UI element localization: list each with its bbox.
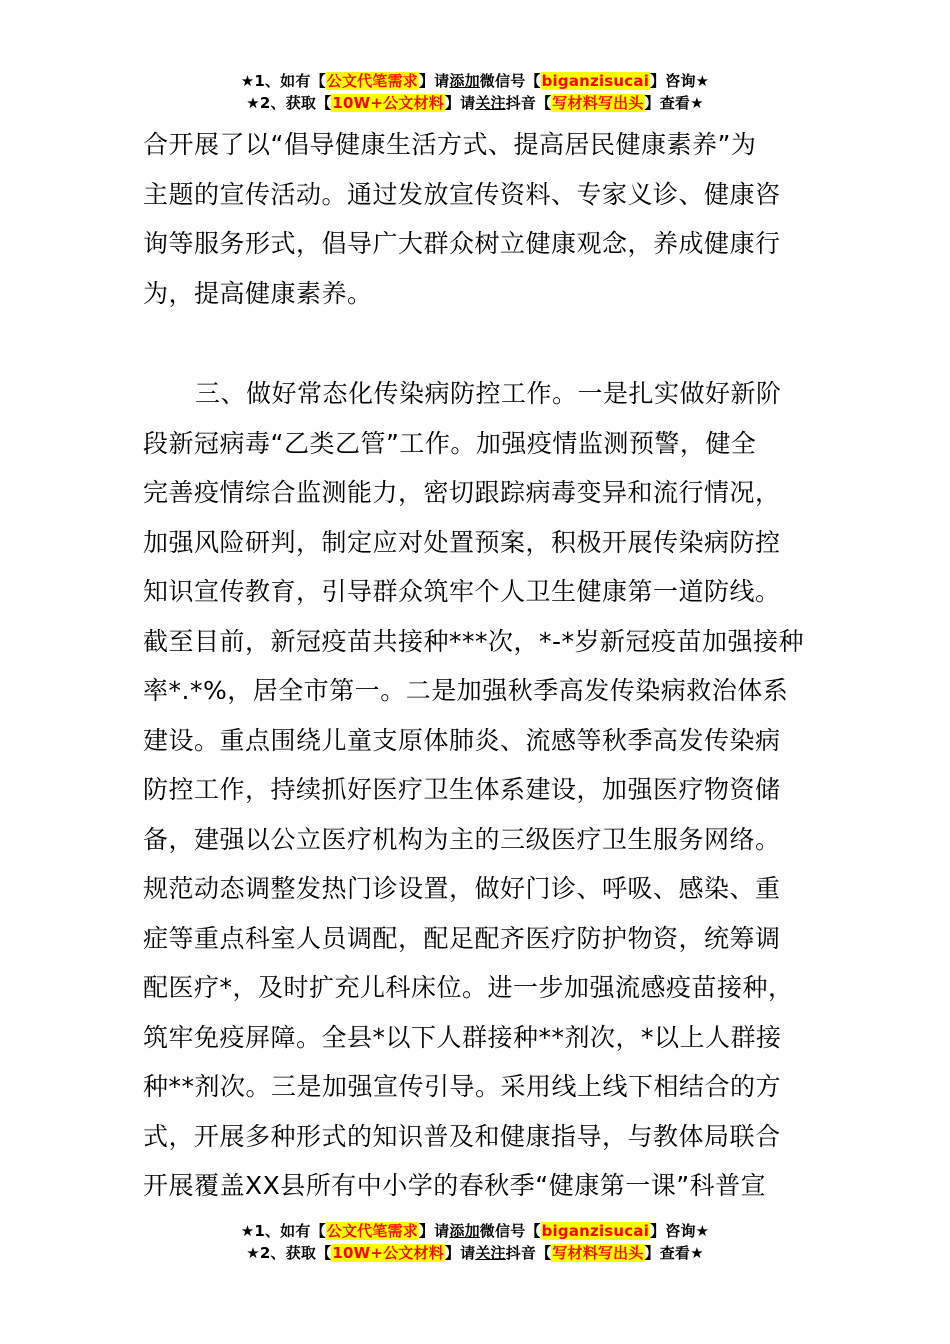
promo-line-1: ★1、如有【公文代笔需求】请添加微信号【biganzisucai】咨询★ <box>240 72 710 90</box>
text-line: 为，提高健康素养。 <box>143 278 373 308</box>
highlight-douyin-account: 写材料写出头 <box>552 1244 644 1262</box>
highlight-service: 公文代笔需求 <box>326 72 418 90</box>
text-line: 三、做好常态化传染病防控工作。一是扎实做好新阶 <box>195 379 782 408</box>
highlight-materials: 10W+公文材料 <box>332 1244 444 1262</box>
text-line: 知识宣传教育，引导群众筑牢个人卫生健康第一道防线。 <box>143 577 781 606</box>
promo-line-2: ★2、获取【10W+公文材料】请关注抖音【写材料写出头】查看★ <box>246 1244 704 1262</box>
promo-line-1: ★1、如有【公文代笔需求】请添加微信号【biganzisucai】咨询★ <box>240 1222 710 1240</box>
highlight-materials: 10W+公文材料 <box>332 94 444 112</box>
text-line: 完善疫情综合监测能力，密切跟踪病毒变异和流行情况， <box>143 478 781 507</box>
text-line: 率*.*%，居全市第一。二是加强秋季高发传染病救治体系 <box>143 676 789 705</box>
text-line: 询等服务形式，倡导广大群众树立健康观念，养成健康行 <box>143 229 781 258</box>
bottom-promo-banner <box>0 1220 950 1264</box>
promo-line-2: ★2、获取【10W+公文材料】请关注抖音【写材料写出头】查看★ <box>246 94 704 112</box>
text-line: 规范动态调整发热门诊设置，做好门诊、呼吸、感染、重 <box>143 874 781 903</box>
text-line: 筑牢免疫屏障。全县*以下人群接种**剂次，*以上人群接 <box>143 1022 782 1052</box>
text-line: 式，开展多种形式的知识普及和健康指导，与教体局联合 <box>143 1121 781 1151</box>
highlight-wechat-id: biganzisucai <box>541 1222 650 1240</box>
text-line: 段新冠病毒“乙类乙管”工作。加强疫情监测预警，健全 <box>143 428 757 458</box>
text-line: 症等重点科室人员调配，配足配齐医疗防护物资，统筹调 <box>143 923 781 953</box>
top-promo-banner <box>0 70 950 114</box>
highlight-service: 公文代笔需求 <box>326 1222 418 1240</box>
text-line: 配医疗*，及时扩充儿科床位。进一步加强流感疫苗接种， <box>143 973 794 1002</box>
paragraph-continuation <box>143 120 813 318</box>
text-line: 建设。重点围绕儿童支原体肺炎、流感等秋季高发传染病 <box>143 725 781 755</box>
text-line: 加强风险研判，制定应对处置预案，积极开展传染病防控 <box>143 527 781 557</box>
highlight-wechat-id: biganzisucai <box>541 72 650 90</box>
text-line: 防控工作，持续抓好医疗卫生体系建设，加强医疗物资储 <box>143 775 781 804</box>
text-line: 合开展了以“倡导健康生活方式、提高居民健康素养”为 <box>143 130 757 159</box>
paragraph-epidemic-prevention <box>143 369 813 1211</box>
text-line: 种**剂次。三是加强宣传引导。采用线上线下相结合的方 <box>143 1072 782 1101</box>
highlight-douyin-account: 写材料写出头 <box>552 94 644 112</box>
text-line: 截至目前，新冠疫苗共接种***次，*-*岁新冠疫苗加强接种 <box>143 626 805 656</box>
text-line: 开展覆盖XX县所有中小学的春秋季“健康第一课”科普宣 <box>143 1171 767 1200</box>
text-line: 备，建强以公立医疗机构为主的三级医疗卫生服务网络。 <box>143 824 781 854</box>
text-line: 主题的宣传活动。通过发放宣传资料、专家义诊、健康咨 <box>143 179 781 209</box>
